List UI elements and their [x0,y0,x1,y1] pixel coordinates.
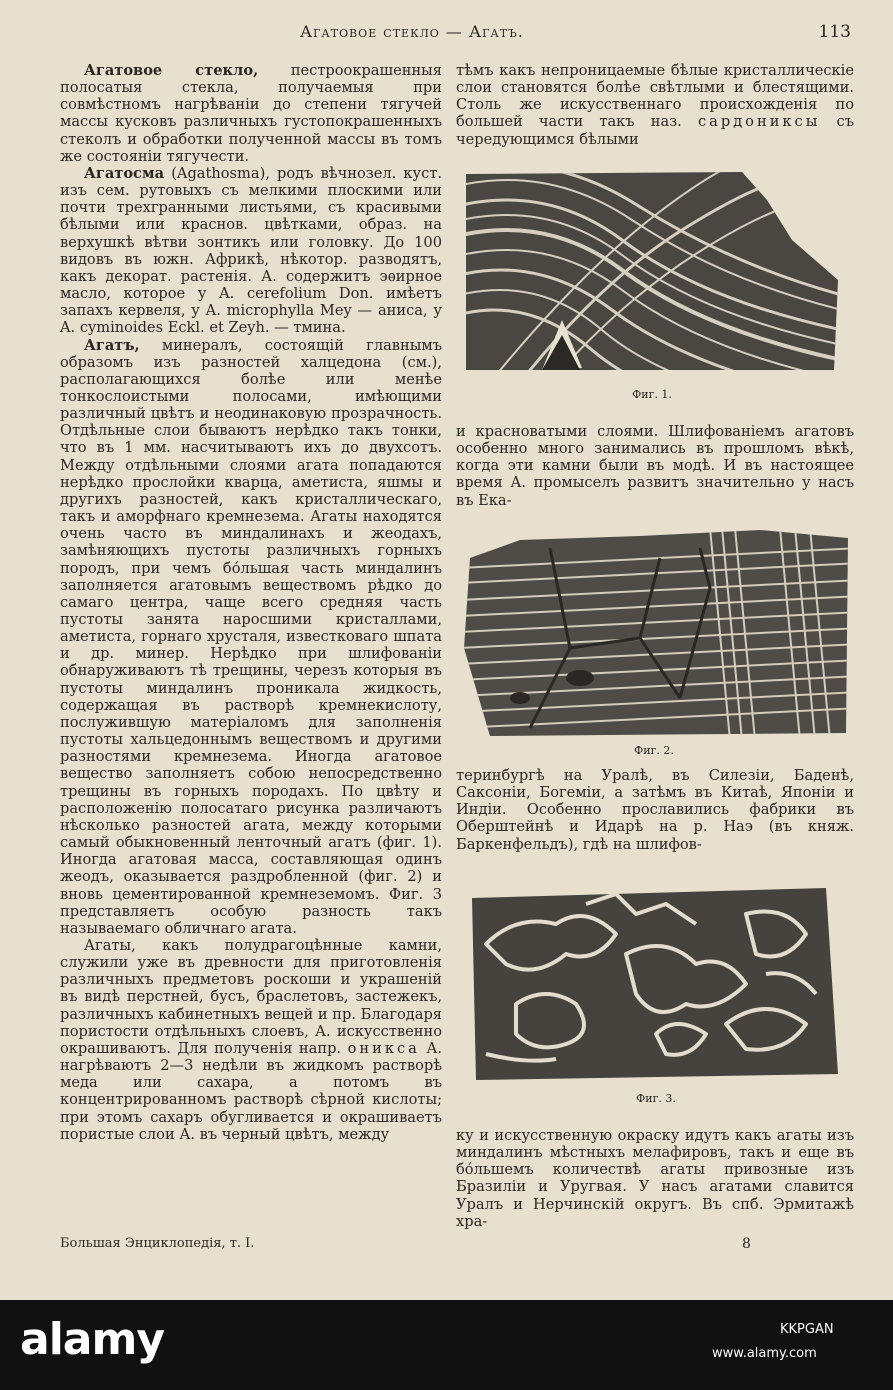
figure-2-caption: Фиг. 2. [634,744,674,757]
alamy-logo: alamy [20,1314,164,1365]
paragraph-text: съ чередующимся бѣлыми [456,113,854,148]
entry-agate [60,337,442,937]
entry-agathosma [60,165,442,337]
entry-agate-glass [60,62,442,165]
right-text-block-4 [456,1127,854,1230]
figure-1-banded-agate [462,170,842,375]
right-text-block-3 [456,767,854,853]
footer-sheet-number: 8 [742,1236,751,1252]
entry-text: Агаты, какъ полудрагоцѣнные камни, служили уже въ древности для приготовленія различныхъ предметовъ роскоши и украшеній въ видѣ перстней, бусъ, браслетовъ, застежекъ, различныхъ кабинетныхъ вещей и пр. Благодаря пористости отдѣльныхъ слоевъ, А. искусственно окрашиваютъ. Для полученія напр. [60,936,442,1057]
right-text-block-1 [456,62,854,148]
figure-1-caption: Фиг. 1. [632,388,672,401]
sardonyx-word: сардониксы [697,113,821,131]
paragraph-text: ку и искусственную окраску идутъ какъ агаты изъ миндалинъ мѣстныхъ мелафировъ, такъ и еще въ бо́льшемъ количествѣ агаты привозные изъ Бразиліи и Уругвая. У насъ агатами славится Уралъ и Нерчинскій округъ. Въ спб. Эрмитажѣ хра- [456,1127,854,1230]
left-column [60,62,442,1143]
entry-text: А. нагрѣваютъ [60,1039,443,1075]
running-header [0,22,893,46]
paragraph-text: и красноватыми слоями. Шлифованіемъ агатовъ особенно много занимались въ прошломъ вѣкѣ, когда эти камни были въ модѣ. И въ настоящее время А. промыселъ развитъ значительно у насъ въ Ека- [456,423,854,509]
entry-term: Агатовое стекло, [84,62,259,79]
header-title: Агатовое стекло — Агатъ. [300,22,524,41]
entry-term: Агатъ, [84,336,140,354]
figure-2-brecciated-agate [460,528,852,740]
paragraph-text: тѣмъ какъ непроницаемые бѣлые кристаллическіе слои становятся болѣе свѣтлыми и блестящими. Столь же искусственнаго происхожденія по большей части такъ наз. [456,62,854,131]
entry-text: пестроокрашенныя полосатыя стекла, получаемыя при совмѣстномъ нагрѣваніи до степени тягучей массы кусковъ различныхъ густопокрашенныхъ стеколъ и обработки полученной массы въ томъ же состояніи тягучести. [60,62,442,165]
paragraph-text: теринбургѣ на Уралѣ, въ Силезіи, Баденѣ, Саксоніи, Богеміи, а затѣмъ въ Китаѣ, Японіи и Индіи. Особенно прославились фабрики въ Оберштейнѣ и Идарѣ на р. Наэ (въ княж. Баркенфельдъ), гдѣ на шлифов- [456,767,854,853]
entry-agate-uses [60,937,442,1143]
figure-3-caption: Фиг. 3. [636,1092,676,1105]
image-id: KKPGAN [780,1322,834,1337]
entry-text: минералъ, состоящій главнымъ образомъ изъ разностей халцедона (см.), располагающихся болѣе или менѣе тонкослоистыми полосами, имѣющими различный цвѣтъ и неодинаковую прозрачность. Отдѣльные слои бываютъ нерѣдко такъ тонки, что въ 1 мм. насчитываютъ ихъ до двухсотъ. Между отдѣльными слоями агата попадаются нерѣдко прослойки кварца, аметиста, яшмы и другихъ разностей, какъ кристаллическаго, такъ и аморфнаго кремнезема. Агаты находятся очень часто въ миндалинахъ и жеодахъ, замѣняющихъ пустоты различныхъ горныхъ породъ, при чемъ бо́льшая часть миндалинъ заполняется агатовымъ веществомъ рѣдко до самаго центра, чаще всего средняя часть пустоты занята наросшими кристаллами, аметиста, горнаго хрусталя, известковаго шпата и др. минер. Нерѣдко при шлифованіи обнаруживаютъ тѣ трещины, черезъ которыя въ пустоты миндалинъ проникала жидкость, содержащая въ растворѣ кремнекислоту, послужившую матеріаломъ для заполненія пустоты хальцедоннымъ веществомъ и другими разностями кремнезема. Иногда агатовое вещество заполняетъ собою непосредственно трещины въ горныхъ породахъ. По цвѣту и расположенію полосатаго рисунка различаютъ нѣсколько разностей агата, между которыми самый обыкновенный ленточный агатъ (фиг. 1). Иногда агатовая масса, составляющая одинъ жеодъ, оказывается раздробленной (фиг. 2) и вновь цементированной кремнеземомъ. Фиг. 3 представляетъ особую разность такъ называемаго обличнаго агата. [60,336,442,937]
page-number: 113 [818,22,851,42]
figure-3-eye-agate [466,884,842,1084]
onyx-word: оникса [347,1039,420,1057]
watermark-url: www.alamy.com [712,1346,817,1361]
entry-text: (Agathosma), родъ вѣчнозел. куст. изъ сем. рутовыхъ съ мелкими плоскими или почти трехгранными листьями, съ красивыми бѣлыми или краснов. цвѣтками, образ. на верхушкѣ вѣтви зонтикъ или головку. До 100 видовъ въ южн. Африкѣ, нѣкотор. разводятъ, какъ декорат. растенія. А. содержитъ эѳирное масло, которое у A. cerefolium Don. имѣетъ запахъ кервеля, у A. microphylla Mey — аниса, у A. cyminoides Eckl. et Zeyh. — тмина. [60,164,442,337]
entry-text: 2—3 недѣли въ жидкомъ растворѣ меда или сахара, а потомъ въ концентрированномъ растворѣ сѣрной кислоты; при этомъ сахаръ обугливается и окрашиваетъ пористые слои А. въ черный цвѣтъ, между [60,1057,443,1143]
right-text-block-2 [456,423,854,509]
entry-term: Агатосма [84,164,165,182]
footer-signature: Большая Энциклопедія, т. I. [60,1236,255,1251]
